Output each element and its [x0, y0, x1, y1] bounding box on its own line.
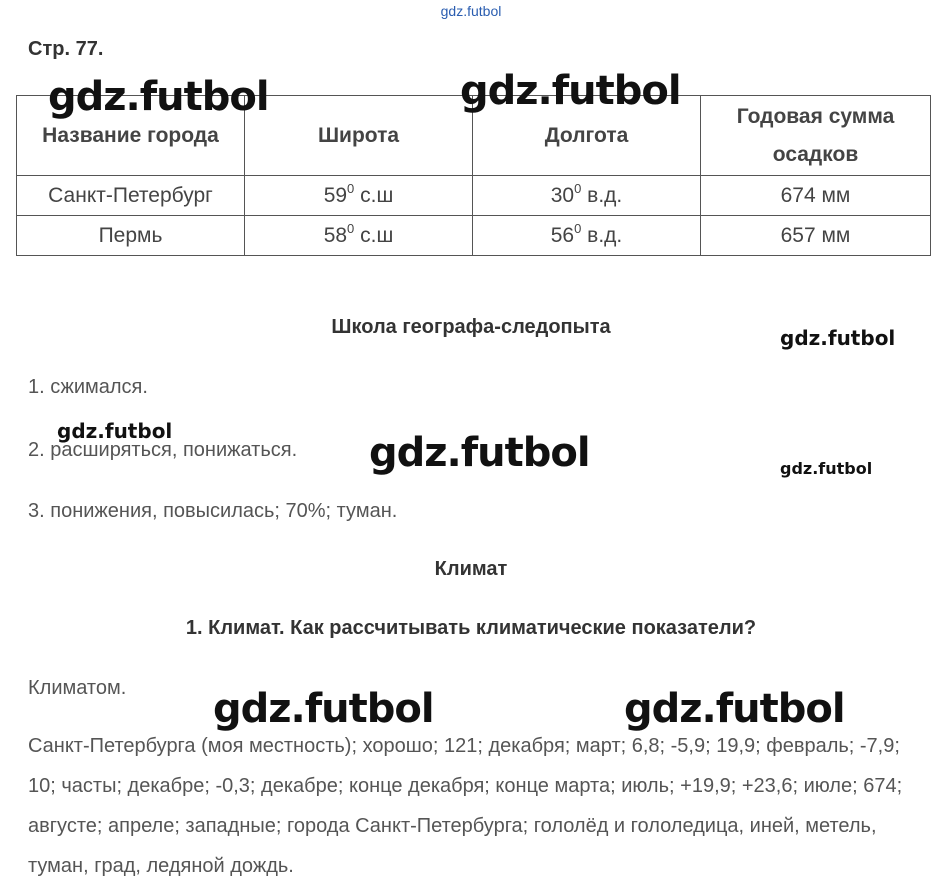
answer-item-2: 2. расширяться, понижаться. — [28, 439, 298, 461]
precipitation-cell: 674 мм — [701, 176, 931, 216]
longitude-cell: $56^0$ в.д. — [473, 216, 701, 256]
climate-answer-line: Климатом. — [28, 677, 127, 699]
table-row — [17, 216, 931, 256]
watermark: gdz.futbol — [780, 459, 873, 478]
watermark: gdz.futbol — [624, 686, 845, 732]
answer-item-1: 1. сжимался. — [28, 376, 148, 398]
section-heading-school: Школа географа-следопыта — [331, 316, 611, 338]
watermark: gdz.futbol — [48, 74, 269, 120]
latitude-cell: $58^0$ с.ш — [245, 216, 473, 256]
subheading-climate-question: 1. Климат. Как рассчитывать климатические показатели? — [185, 617, 757, 639]
table-row — [17, 176, 931, 216]
header-city: Название города — [17, 96, 245, 176]
header-latitude: Широта — [245, 96, 473, 176]
precipitation-cell: 657 мм — [701, 216, 931, 256]
watermark: gdz.futbol — [369, 430, 590, 476]
section-heading-climate: Климат — [434, 558, 508, 580]
watermark: gdz.futbol — [780, 326, 896, 350]
watermark: gdz.futbol — [460, 68, 681, 114]
watermark: gdz.futbol — [57, 419, 173, 443]
climate-answer-paragraph: Санкт-Петербурга (моя местность); хорошо; 121; декабря; март; 6,8; -5,9; 19,9; февраль; -7,9; 10; часты; декабре; -0,3; декабре; конце декабря; конце марта; июль; +19,9; +23,6; июле; 674; августе; апреле; западные; города Санкт-Петербурга; гололёд и гололедица, иней, метель, туман, град, ледяной дождь. — [28, 735, 903, 877]
watermark: gdz.futbol — [213, 686, 434, 732]
page-label: Стр. 77. — [28, 38, 104, 60]
city-cell: Пермь — [17, 216, 245, 256]
answer-item-3: 3. понижения, повысилась; 70%; туман. — [28, 500, 398, 522]
header-precipitation: Годовая сумма осадков — [701, 96, 931, 176]
city-cell: Санкт-Петербург — [17, 176, 245, 216]
latitude-cell: $59^0$ с.ш — [245, 176, 473, 216]
header-longitude: Долгота — [473, 96, 701, 176]
longitude-cell: $30^0$ в.д. — [473, 176, 701, 216]
top-watermark: gdz.futbol — [440, 3, 502, 19]
